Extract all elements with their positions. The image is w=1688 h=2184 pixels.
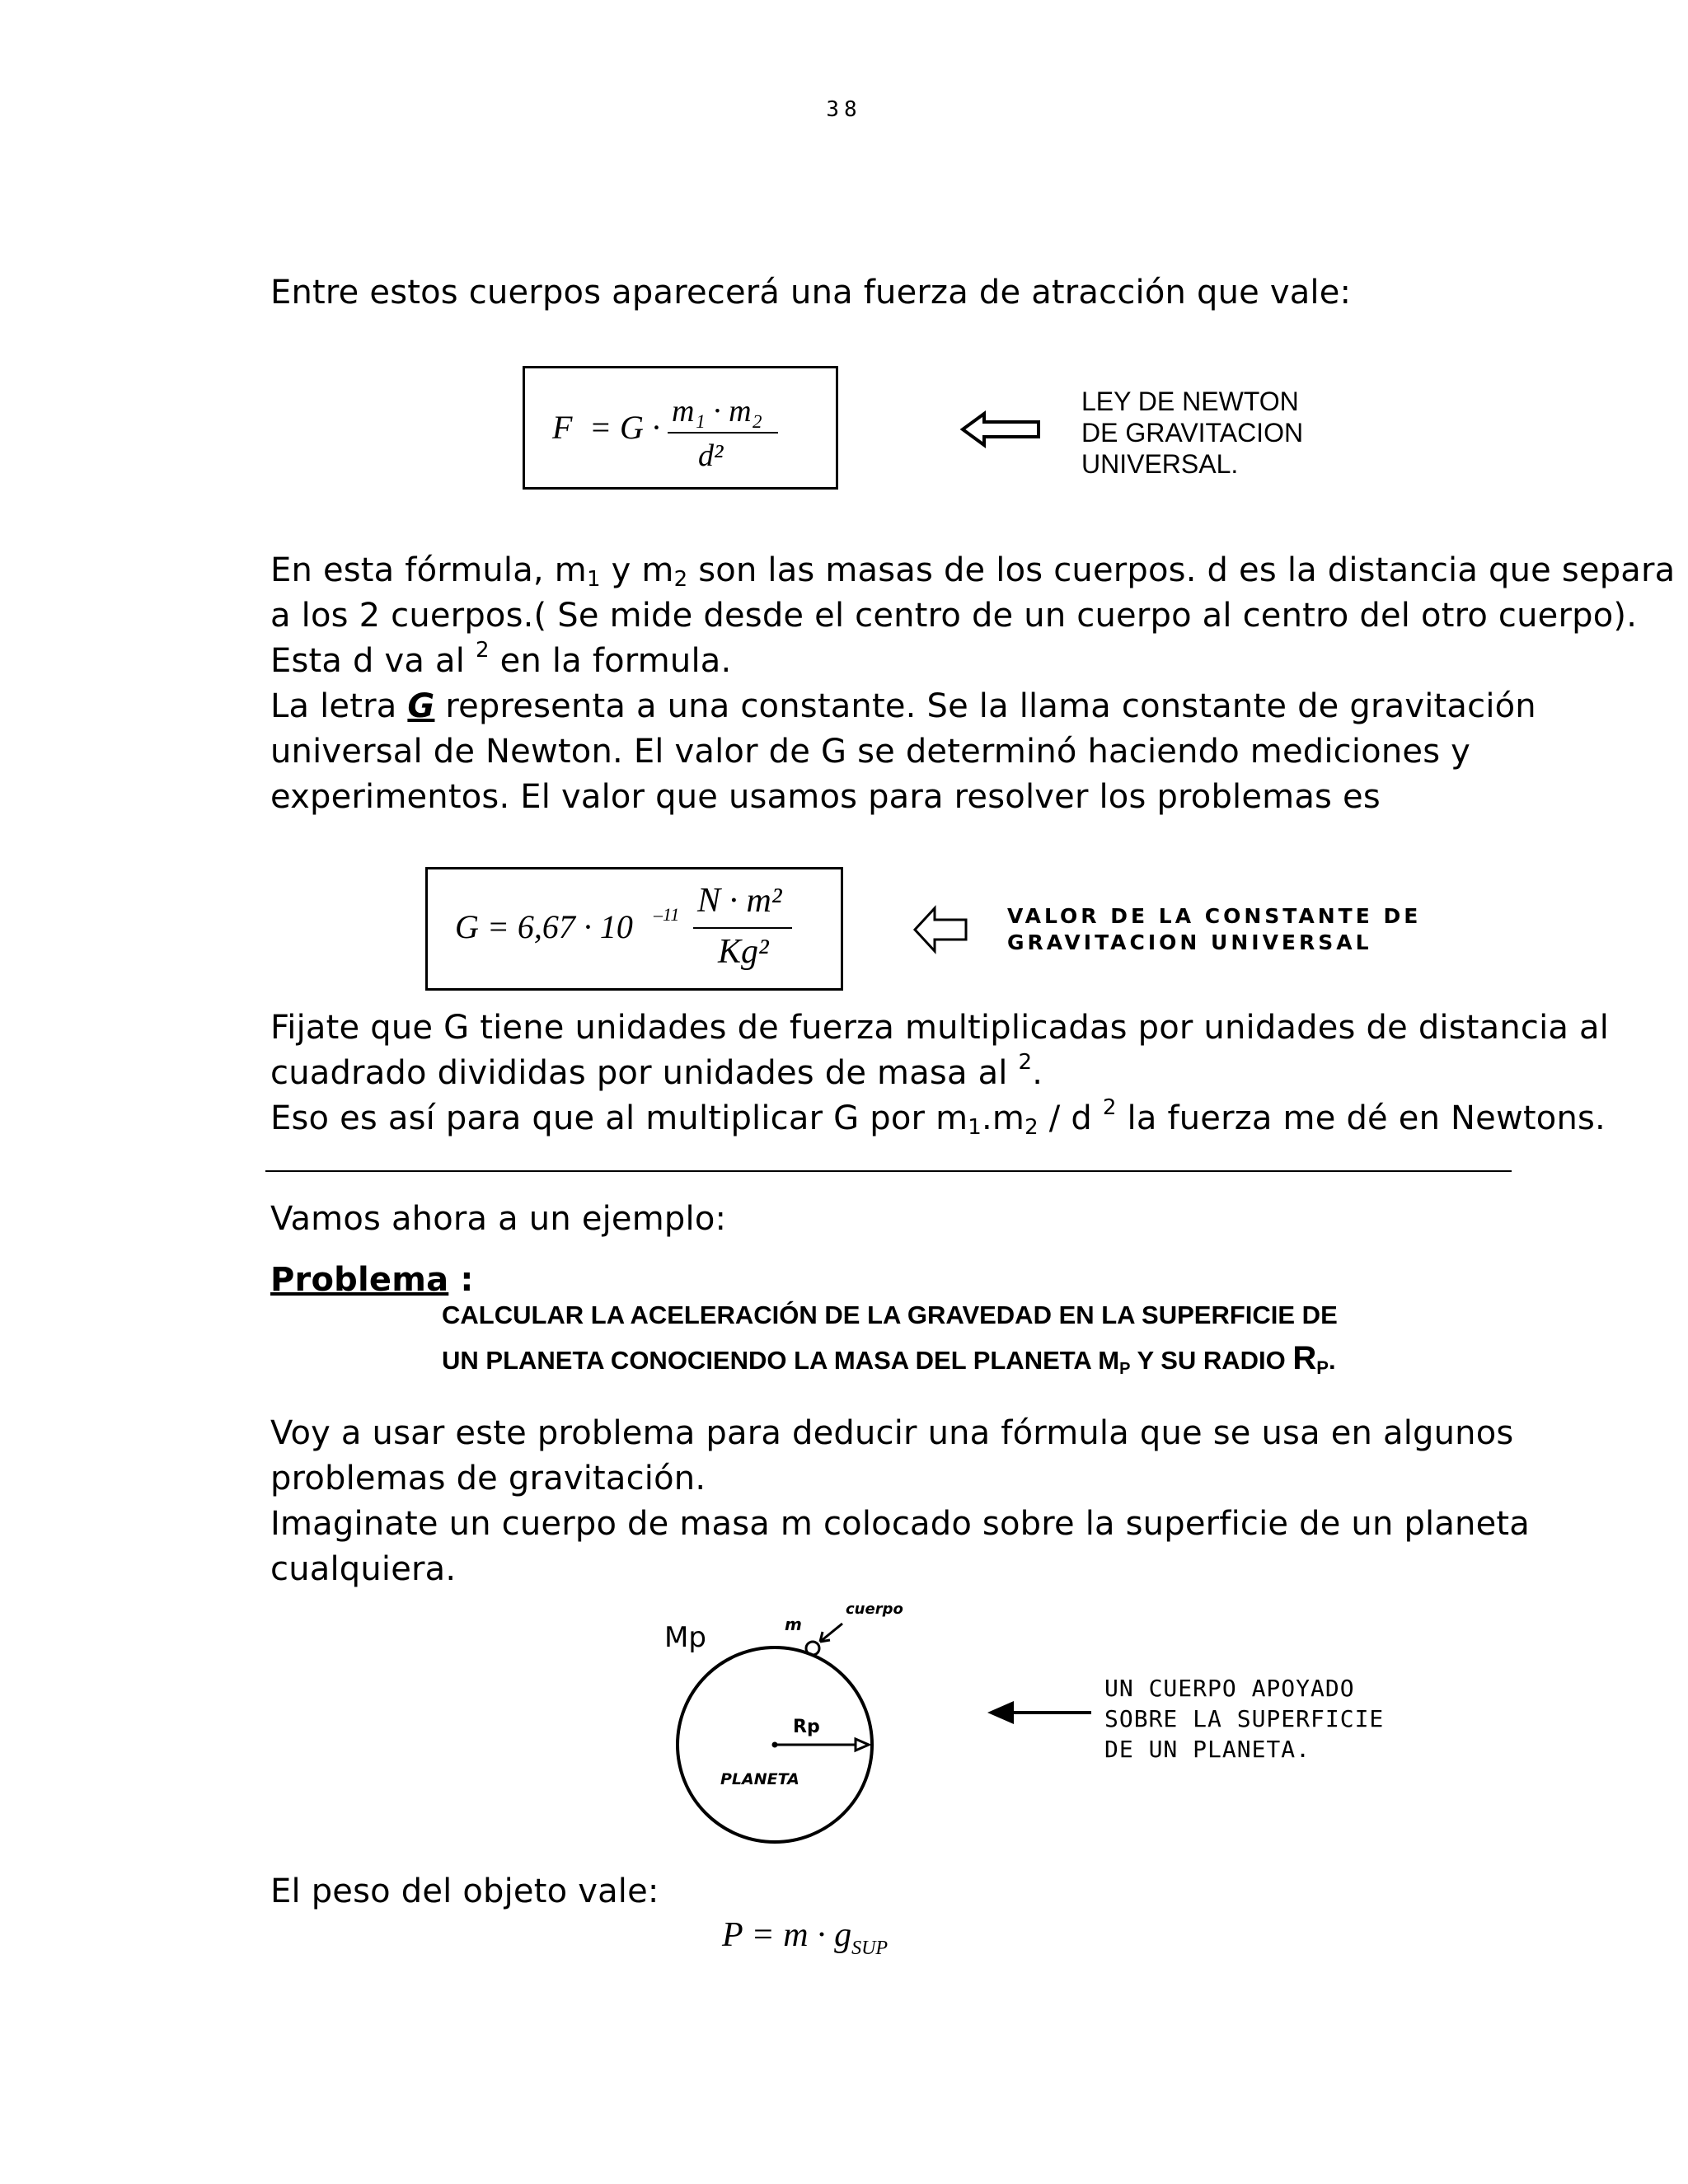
text-line: UN PLANETA CONOCIENDO LA MASA DEL PLANETA $M_P$ Y SU RADIO $R_P$. [442, 1340, 1336, 1378]
body-label: cuerpo [846, 1601, 903, 1618]
small-mass-label: m [785, 1615, 802, 1634]
text-line: Voy a usar este problema para deducir una fórmula que se usa en algunos [270, 1414, 1514, 1452]
caption-line: DE UN PLANETA. [1104, 1736, 1311, 1763]
text-line: Eso es así para que al multiplicar G por $m_1.m_2$ / d $^2$ la fuerza me dé en Newtons. [270, 1095, 1606, 1140]
formula-denominator: d² [698, 438, 724, 473]
caption-line: SOBRE LA SUPERFICIE [1104, 1705, 1385, 1732]
paragraph-formula-explanation [270, 548, 1675, 820]
label-line: DE GRAVITACION [1081, 418, 1304, 448]
text-line: cuadrado divididas por unidades de masa al $^2$. [270, 1050, 1043, 1092]
page-number: 38 [826, 97, 862, 122]
body-circle [806, 1642, 819, 1655]
newton-formula-box [523, 366, 838, 490]
planet-label: PLANETA [720, 1770, 799, 1788]
label-line: VALOR DE LA CONSTANTE DE [1007, 904, 1422, 928]
section-divider [265, 1170, 1512, 1172]
text-line: cualquiera. [270, 1550, 457, 1588]
text-line: Esta d va al $^2$ en la formula. [270, 638, 732, 680]
label-line: LEY DE NEWTON [1081, 387, 1299, 416]
g-value: G = 6,67 · 10 [455, 908, 633, 945]
solid-left-arrow-icon [986, 1698, 1093, 1727]
label-line: UNIVERSAL. [1081, 449, 1239, 479]
example-intro: Vamos ahora a un ejemplo: [270, 1200, 727, 1238]
problem-heading: Problema : [270, 1261, 474, 1299]
caption-line: UN CUERPO APOYADO [1104, 1675, 1355, 1702]
radius-label: Rp [793, 1717, 820, 1737]
text-line: problemas de gravitación. [270, 1460, 706, 1497]
text-line: experimentos. El valor que usamos para resolver los problemas es [270, 778, 1381, 816]
formula-lhs: F [552, 409, 573, 446]
units-denominator: Kg² [718, 933, 769, 971]
hollow-left-arrow-icon [912, 903, 969, 956]
formula-numerator: m₁ · m₂ [672, 394, 762, 429]
weight-text: El peso del objeto vale: [270, 1872, 659, 1910]
planet-diagram [651, 1591, 931, 1854]
text-line: universal de Newton. El valor de G se determinó haciendo mediciones y [270, 733, 1471, 771]
label-line: GRAVITACION UNIVERSAL [1007, 930, 1372, 954]
fraction-bar [693, 927, 792, 929]
text-line: a los 2 cuerpos.( Se mide desde el centro de un cuerpo al centro del otro cuerpo). [270, 597, 1638, 635]
formula-eq: = G · [589, 409, 660, 446]
diagram-caption [1104, 1673, 1384, 1765]
newton-law-label [1081, 386, 1303, 480]
text-line: CALCULAR LA ACELERACIÓN DE LA GRAVEDAD EN LA SUPERFICIE DE [442, 1301, 1338, 1329]
units-numerator: N · m² [697, 882, 782, 920]
problem-statement [442, 1294, 1338, 1382]
radius-arrowhead [856, 1739, 869, 1750]
problem-label: Problema [270, 1261, 449, 1299]
text-line: La letra G representa a una constante. Se la llama constante de gravitación [270, 687, 1536, 725]
text-line: Imaginate un cuerpo de masa m colocado sobre la superficie de un planeta [270, 1505, 1531, 1543]
weight-formula: $P = m \cdot g_{SUP}$ [722, 1916, 889, 1959]
g-constant-formula-box [425, 867, 843, 991]
g-exponent: –11 [654, 904, 680, 925]
mass-label: Mp [664, 1621, 706, 1654]
paragraph-setup [270, 1411, 1530, 1592]
text-line: En esta fórmula, $m_1$ y $m_2$ son las masas de los cuerpos. d es la distancia que separa [270, 551, 1676, 592]
constant-g: G [407, 687, 435, 725]
intro-text: Entre estos cuerpos aparecerá una fuerza de atracción que vale: [270, 274, 1352, 312]
fraction-bar [668, 432, 778, 434]
paragraph-units [270, 1005, 1609, 1141]
hollow-left-arrow-icon [959, 409, 1042, 450]
g-constant-label [1007, 903, 1421, 956]
text-line: Fijate que G tiene unidades de fuerza multiplicadas por unidades de distancia al [270, 1009, 1610, 1047]
